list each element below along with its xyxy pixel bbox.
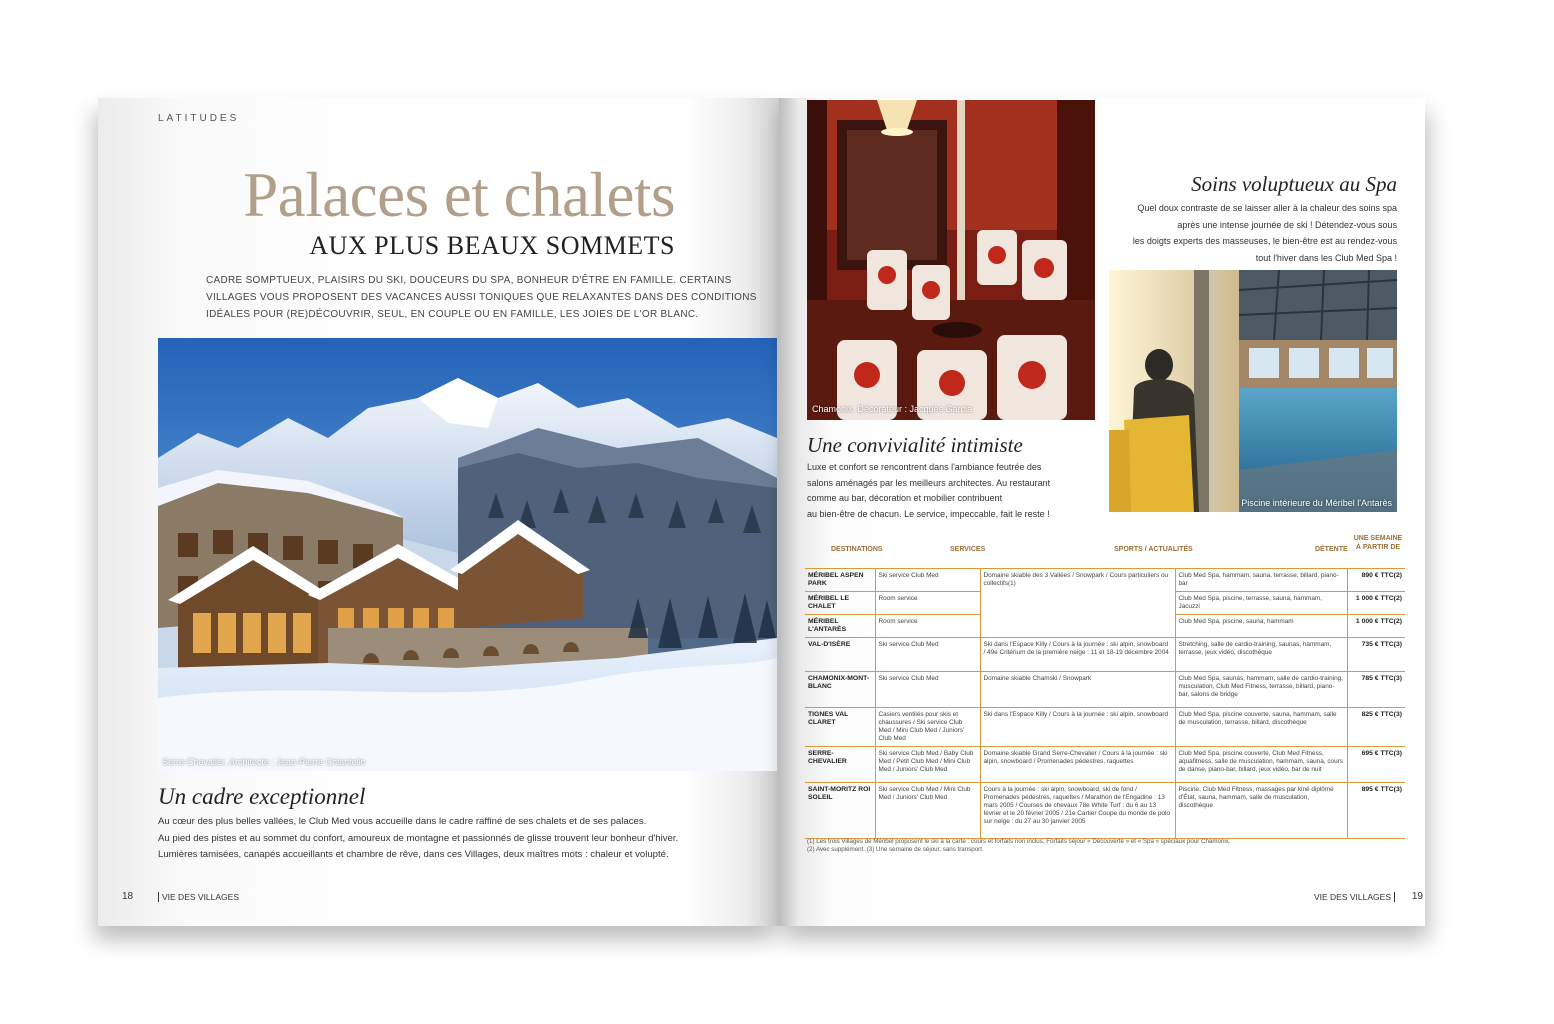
- table-row: [805, 638, 1405, 672]
- table-row: [805, 747, 1405, 783]
- villages-table: [805, 532, 1405, 839]
- cell-price: 695 € TTC(3): [1347, 747, 1405, 783]
- cell-destination: SAINT-MORITZ ROI SOLEIL: [805, 783, 875, 839]
- spa-text-line: les doigts experts des masseuses, le bien-être est au rendez-vous: [1132, 236, 1397, 246]
- cell-price: 1 000 € TTC(2): [1347, 615, 1405, 638]
- cell-services: Ski service Club Med / Mini Club Med / Juniors' Club Med: [875, 783, 980, 839]
- salon-photo-caption: Chamonix. Décorateur : Jacques Garcia: [812, 404, 973, 414]
- section-body: [158, 814, 738, 864]
- salon-illustration: [807, 100, 1095, 420]
- spa-text: [1097, 200, 1397, 266]
- cell-sports: Domaine skiable Grand Serre-Chevalier / Cours à la journée : ski alpin, snowboard / Promenades pédestres, raquettes: [980, 747, 1175, 783]
- cell-price: 895 € TTC(3): [1347, 783, 1405, 839]
- footnote: (2) Avec supplément. (3) Une semaine de séjour, sans transport.: [807, 845, 984, 853]
- conviviality-text-line: au bien-être de chacun. Le service, impeccable, fait le reste !: [807, 508, 1050, 519]
- cell-price: 1 000 € TTC(2): [1347, 592, 1405, 615]
- cell-sports: Cours à la journée : ski alpin, snowboard, ski de fond / Promenades pédestres, raquettes / Marathon de l'Engadine : 13 mars 2005 / Courses de chevaux 78e White Turf : du 6 au 13 février et le 20 février 2005 / 21e Cartier Coupe du monde de polo sur neige : du 27 au 30 janvier 2005: [980, 783, 1175, 839]
- cell-detente: Club Med Spa, saunas, hammam, salle de cardio-training, musculation, Club Med Fitness, terrasse, billard, piano-bar, salons de bridge: [1175, 672, 1347, 708]
- cell-destination: MÉRIBEL LE CHALET: [805, 592, 875, 615]
- section-label: LATITUDES: [158, 113, 240, 124]
- section-body-line: Au cœur des plus belles vallées, le Club Med vous accueille dans le cadre raffiné de ses chalets et de ses palaces.: [158, 816, 647, 827]
- page-title: Palaces et chalets: [243, 160, 675, 230]
- cell-destination: MÉRIBEL ASPEN PARK: [805, 569, 875, 592]
- spa-text-line: Quel doux contraste de se laisser aller à la chaleur des soins spa: [1137, 203, 1397, 213]
- cell-services: Ski service Club Med: [875, 569, 980, 592]
- running-head-right: VIE DES VILLAGES: [1314, 892, 1395, 902]
- cell-services: Ski service Club Med: [875, 638, 980, 672]
- page-number-right: 19: [1411, 891, 1423, 902]
- conviviality-text-line: salons aménagés par les meilleurs architectes. Au restaurant: [807, 477, 1051, 488]
- cell-services: Ski service Club Med / Baby Club Med / Petit Club Med / Mini Club Med / Juniors' Club Med: [875, 747, 980, 783]
- header-sports: SPORTS / ACTUALITÉS: [1114, 546, 1193, 553]
- spa-text-line: après une intense journée de ski ! Détendez-vous sous: [1177, 219, 1397, 230]
- header-price: UNE SEMAINE À PARTIR DE: [1353, 535, 1403, 551]
- cell-destination: SERRE-CHEVALIER: [805, 747, 875, 783]
- page-subtitle: AUX PLUS BEAUX SOMMETS: [309, 231, 675, 260]
- cell-sports: Ski dans l'Espace Killy / Cours à la journée : ski alpin, snowboard / 49e Critérium de la première neige : 11 et 18-19 décembre 2004: [980, 638, 1175, 672]
- conviviality-text-line: Luxe et confort se rencontrent dans l'ambiance feutrée des: [807, 462, 1042, 472]
- salon-photo: [807, 100, 1095, 420]
- section-body-line: Au pied des pistes et au sommet du confort, amoureux de montagne et passionnés de glisse trouvent leur bonheur d'hiver.: [158, 832, 679, 844]
- cell-price: 785 € TTC(3): [1347, 672, 1405, 708]
- table-header: [805, 532, 1405, 568]
- conviviality-text: [807, 460, 1097, 522]
- cell-detente: Piscine, Club Med Fitness, massages par kiné diplômé d'État, sauna, hammam, salle de musculation, discothèque: [1175, 783, 1347, 839]
- cell-detente: Stretching, salle de cardio-training, saunas, hammam, terrasse, jeux vidéo, discothèque: [1175, 638, 1347, 672]
- cell-detente: Club Med Spa, piscine, sauna, hammam: [1175, 615, 1347, 638]
- snowy-resort-illustration: [158, 338, 777, 771]
- intro-text: CADRE SOMPTUEUX, PLAISIRS DU SKI, DOUCEURS DU SPA, BONHEUR D'ÊTRE EN FAMILLE. CERTAINS VILLAGES VOUS PROPOSENT DES VACANCES AUSSI TONIQUES QUE RELAXANTES DANS DES CONDITIONS IDÉALES POUR (RE)DÉCOUVRIR, SEUL, EN COUPLE OU EN FAMILLE, LES JOIES DE L'OR BLANC.: [206, 275, 757, 320]
- conviviality-heading: Une convivialité intimiste: [807, 433, 1023, 457]
- table-footnotes: [807, 838, 1407, 853]
- cell-sports: Domaine skiable Chamski / Snowpark: [980, 672, 1175, 708]
- right-page: [779, 98, 1425, 926]
- cell-services: Room service: [875, 592, 980, 615]
- header-detente: DÉTENTE: [1315, 546, 1348, 553]
- cell-services: Ski service Club Med: [875, 672, 980, 708]
- cell-destination: TIGNES VAL CLARET: [805, 708, 875, 747]
- pool-photo: [1109, 270, 1397, 512]
- left-page: [98, 98, 779, 926]
- cell-detente: Club Med Spa, piscine, terrasse, sauna, hammam, Jacuzzi: [1175, 592, 1347, 615]
- running-head-left: VIE DES VILLAGES: [158, 892, 239, 902]
- resort-photo-caption: Serre-Chevalier. Architecte : Jean-Pierre Chiantello: [162, 757, 366, 767]
- villages-table-grid: [805, 568, 1405, 839]
- header-services: SERVICES: [950, 546, 986, 553]
- cell-price: 735 € TTC(3): [1347, 638, 1405, 672]
- footnote: (1) Les trois Villages de Méribel proposent le ski à la carte : cours et forfaits non inclus. Forfaits séjour « Découverte » et « Spa » spéciaux pour Chamonix.: [807, 838, 1231, 845]
- section-heading: Un cadre exceptionnel: [158, 784, 366, 809]
- cell-services: Casiers ventilés pour skis et chaussures / Ski service Club Med / Mini Club Med / Juniors' Club Med: [875, 708, 980, 747]
- cell-destination: VAL-D'ISÈRE: [805, 638, 875, 672]
- conviviality-text-line: comme au bar, décoration et mobilier contribuent: [807, 493, 1003, 503]
- section-body-line: Lumières tamisées, canapés accueillants et chambre de rêve, dans ces Villages, deux maîtres mots : chaleur et volupté.: [158, 849, 669, 860]
- cell-destination: CHAMONIX-MONT-BLANC: [805, 672, 875, 708]
- table-row: [805, 672, 1405, 708]
- table-row: [805, 708, 1405, 747]
- header-destinations: DESTINATIONS: [831, 546, 883, 553]
- cell-detente: Club Med Spa, piscine couverte, Club Med Fitness, aquafitness, salle de musculation, hammam, sauna, cours de danse, piano-bar, billard, jeux vidéo, bar de nuit: [1175, 747, 1347, 783]
- spa-heading: Soins voluptueux au Spa: [1191, 172, 1397, 196]
- cell-price: 890 € TTC(2): [1347, 569, 1405, 592]
- table-row: [805, 783, 1405, 839]
- cell-sports: Domaine skiable des 3 Vallées / Snowpark / Cours particuliers ou collectifs(1): [980, 569, 1175, 638]
- cell-price: 825 € TTC(3): [1347, 708, 1405, 747]
- spa-text-line: tout l'hiver dans les Club Med Spa !: [1255, 252, 1397, 263]
- page-number-left: 18: [122, 891, 134, 902]
- pool-illustration: [1109, 270, 1397, 512]
- resort-photo: [158, 338, 777, 771]
- cell-destination: MÉRIBEL L'ANTARÈS: [805, 615, 875, 638]
- cell-services: Room service: [875, 615, 980, 638]
- cell-detente: Club Med Spa, piscine couverte, sauna, hammam, salle de musculation, terrasse, billard, discothèque: [1175, 708, 1347, 747]
- cell-detente: Club Med Spa, hammam, sauna, terrasse, billard, piano-bar: [1175, 569, 1347, 592]
- pool-photo-caption: Piscine intérieure du Méribel l'Antarès: [1241, 498, 1392, 508]
- cell-sports: Ski dans l'Espace Killy / Cours à la journée : ski alpin, snowboard: [980, 708, 1175, 747]
- table-row: [805, 569, 1405, 592]
